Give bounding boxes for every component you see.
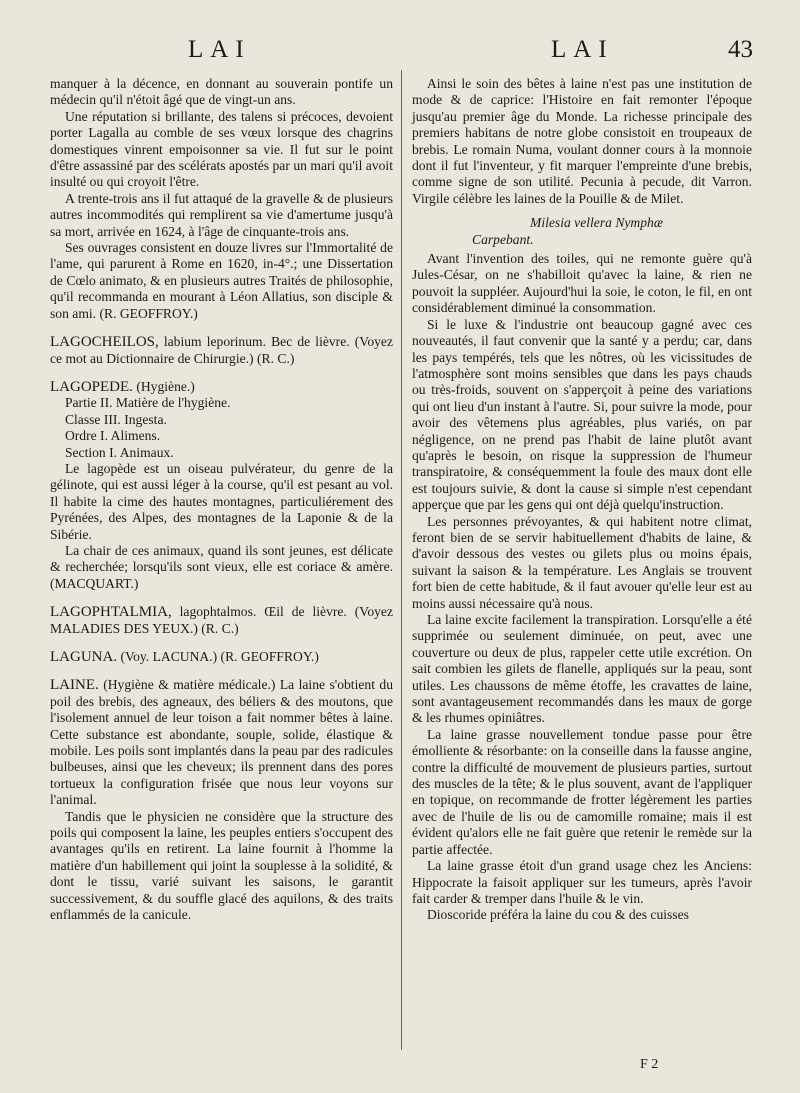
classification-line: Ordre I. Alimens. [64, 428, 161, 444]
classification-line: Partie II. Matière de l'hygiène. [64, 395, 231, 411]
entry-text: (Hygiène.) [132, 378, 195, 394]
paragraph: Une réputation si brillante, des talens si précoces, devoient porter Lagalla au comble de ses vœux lorsque des chagrins domestiques vinrent empoisonner sa vie. Il fut sur le point d'être assassiné par des scélérats apostés par un mari qu'il avoit insulté ou qui croyoit l'être. [50, 108, 393, 190]
paragraph: Si le luxe & l'industrie ont beaucoup gagné avec ces nouveautés, il faut convenir que la santé y a perdu; car, dans les pays tempérés, tels que les nôtres, où les vicissitudes de l'atmosphère sont moins sensibles que dans les pays chauds ou très-froids, souvent on s'apperçoit à peine des variations qui ont lieu d'un instant à l'autre. Si, pour suivre la mode, pour avoir des vêtemens plus agréables, plus variés, on par négligence, on ne prend pas l'habit de laine plutôt avant qu'après le besoin, on risque la suppression de l'humeur transpiratoire, & conséquemment la foule des maux dont elle est toujours suivie, & dont la cause si simple n'est cependant apperçue que par les gens qui ont déjà quelqu'instruction. [412, 316, 752, 513]
signature-mark: F 2 [640, 1057, 659, 1072]
paragraph: Les personnes prévoyantes, & qui habitent notre climat, feront bien de se servir habituellement d'habits de laine, & d'avoir dessous des vestes ou gilets plus ou moins épais, suivant la saison & la température. Les Anglais se trouvent fort bien de cette habitude, & il faut avouer qu'elle leur est au moins aussi nécessaire qu'à nous. [412, 513, 752, 611]
entry-text: (Voy. LACUNA.) (R. GEOFFROY.) [117, 649, 319, 664]
dictionary-entry [50, 334, 393, 367]
page-number: 43 [728, 36, 753, 63]
paragraph: A trente-trois ans il fut attaqué de la gravelle & de plusieurs autres incommodités qui remplirent sa vie d'amertume jusqu'à sa mort, arrivée en 1624, à l'âge de cinquante-trois ans. [50, 190, 393, 239]
classification-line: Section I. Animaux. [64, 444, 174, 460]
paragraph: La chair de ces animaux, quand ils sont jeunes, est délicate & recherchée; lorsqu'ils sont vieux, elle est coriace & amère. (MACQUART.) [50, 542, 393, 591]
dictionary-entry [50, 379, 393, 395]
entry-text: labium leporinum. Bec de lièvre. (Voyez ce mot au Dictionnaire de Chirurgie.) (R. C.) [50, 334, 393, 366]
entry-headword: LAINE. [50, 677, 99, 694]
paragraph: La laine grasse nouvellement tondue passe pour être émolliente & résorbante: on la conseille dans la fausse angine, contre la difficulté de mouvement de plusieurs parties, surtout des muscles de la tête; & le plus souvent, avant de l'appliquer en topique, on recommande de frotter légèrement les parties avec de l'huile de lis ou de camomille romaine; mais il est évident qu'alors elle ne fait guère que retenir le remède sur la partie affectée. [412, 726, 752, 857]
entry-headword: LAGOPEDE. [50, 378, 133, 395]
left-running-title: LAI [188, 36, 251, 63]
verse-line: Milesia vellera Nymphæ [530, 215, 663, 231]
paragraph: Ainsi le soin des bêtes à laine n'est pas une institution de mode & de caprice: l'Histoire en fait remonter l'époque jusqu'au premier âge du Monde. La richesse principale des premiers habitans de notre globe consistoit en troupeaux de brebis. Le romain Numa, voulant donner cours à la monnoie dont il fut l'inventeur, y fit marquer l'empreinte d'une brebis, comme signe de son utilité. Pecunia à pecude, dit Varron. Virgile célèbre les laines de la Pouille & de Milet. [412, 76, 752, 206]
right-column [412, 76, 752, 924]
paragraph: Tandis que le physicien ne considère que la structure des poils qui composent la laine, les peuples entiers s'occupent des avantages qu'ils en retirent. La laine fournit à l'homme la matière d'un habillement qui joint la souplesse à la solidité, & dont le tissu, varié suivant les saisons, le garantit successivement, & du souffle glacé des aquilons, & des traits enflammés de la canicule. [50, 808, 393, 923]
paragraph: Ses ouvrages consistent en douze livres sur l'Immortalité de l'ame, qui parurent à Rome en 1620, in-4°.; une Dissertation de Cœlo animato, & en plusieurs autres Traités de philosophie, qu'il recommanda en mourant à Léon Allatius, son disciple & son ami. (R. GEOFFROY.) [50, 240, 393, 321]
entry-text: (Hygiène & matière médicale.) La laine s'obtient du poil des brebis, des agneaux, des béliers & des moutons, que l'isolement annuel de leur toison a fait nommer bêtes à laine. Cette substance est abondante, souple, solide, élastique & mobile. Les poils sont implantés dans la peau par des radicules bulbeuses, ainsi que les cheveux; ils prennent dans des pores tortueux la configuration frisée que nous leur voyons sur l'animal. [50, 677, 393, 808]
running-header [0, 36, 800, 70]
left-column [50, 76, 393, 924]
paragraph: La laine grasse étoit d'un grand usage chez les Anciens: Hippocrate la faisoit appliquer sur les tumeurs, après l'avoir fait carder & tremper dans l'huile & le vin. [412, 858, 752, 906]
dictionary-entry [50, 604, 393, 637]
dictionary-entry [50, 677, 393, 808]
paragraph: manquer à la décence, en donnant au souverain pontife un médecin qu'il n'étoit âgé que de vingt-un ans. [50, 76, 393, 108]
entry-headword: LAGUNA. [50, 649, 118, 665]
entry-headword: LAGOCHEILOS, [50, 334, 159, 351]
paragraph: La laine excite facilement la transpiration. Lorsqu'elle a été supprimée ou seulement diminuée, on peut, avec une couverture ou deux de plus, rappeler cette utile excrétion. On sait combien les gilets de flanelle, appliqués sur la peau, sont utiles. Les chaussons de même étoffe, les cravattes de laine, sont avantageusement recommandés dans les maux de gorge & les rhumes opiniâtres. [412, 612, 752, 726]
right-running-title: LAI [551, 36, 614, 63]
dictionary-entry [50, 649, 393, 665]
column-divider [401, 70, 402, 1050]
paragraph: Avant l'invention des toiles, qui ne remonte guère qu'à Jules-César, on ne s'habilloit qu'avec la laine, & rien ne pouvoit la suppléer. Aujourd'hui la soie, le coton, le fil, en ont considérablement diminué la consommation. [412, 251, 752, 316]
verse-line: Carpebant. [472, 231, 534, 247]
entry-headword: LAGOPHTALMIA, [50, 604, 172, 621]
entry-text: lagophtalmos. Œil de lièvre. (Voyez MALADIES DES YEUX.) (R. C.) [50, 604, 393, 636]
classification-line: Classe III. Ingesta. [64, 411, 167, 427]
paragraph: Dioscoride préféra la laine du cou & des cuisses [426, 907, 689, 923]
paragraph: Le lagopède est un oiseau pulvérateur, du genre de la gélinote, qui est aussi léger à la course, qu'il est pesant au vol. Il habite la cime des hautes montagnes, particuliérement des Pyrénées, des Alpes, des montagnes de la Laponie & de la Sibérie. [50, 460, 393, 542]
verse-quotation [412, 215, 752, 248]
